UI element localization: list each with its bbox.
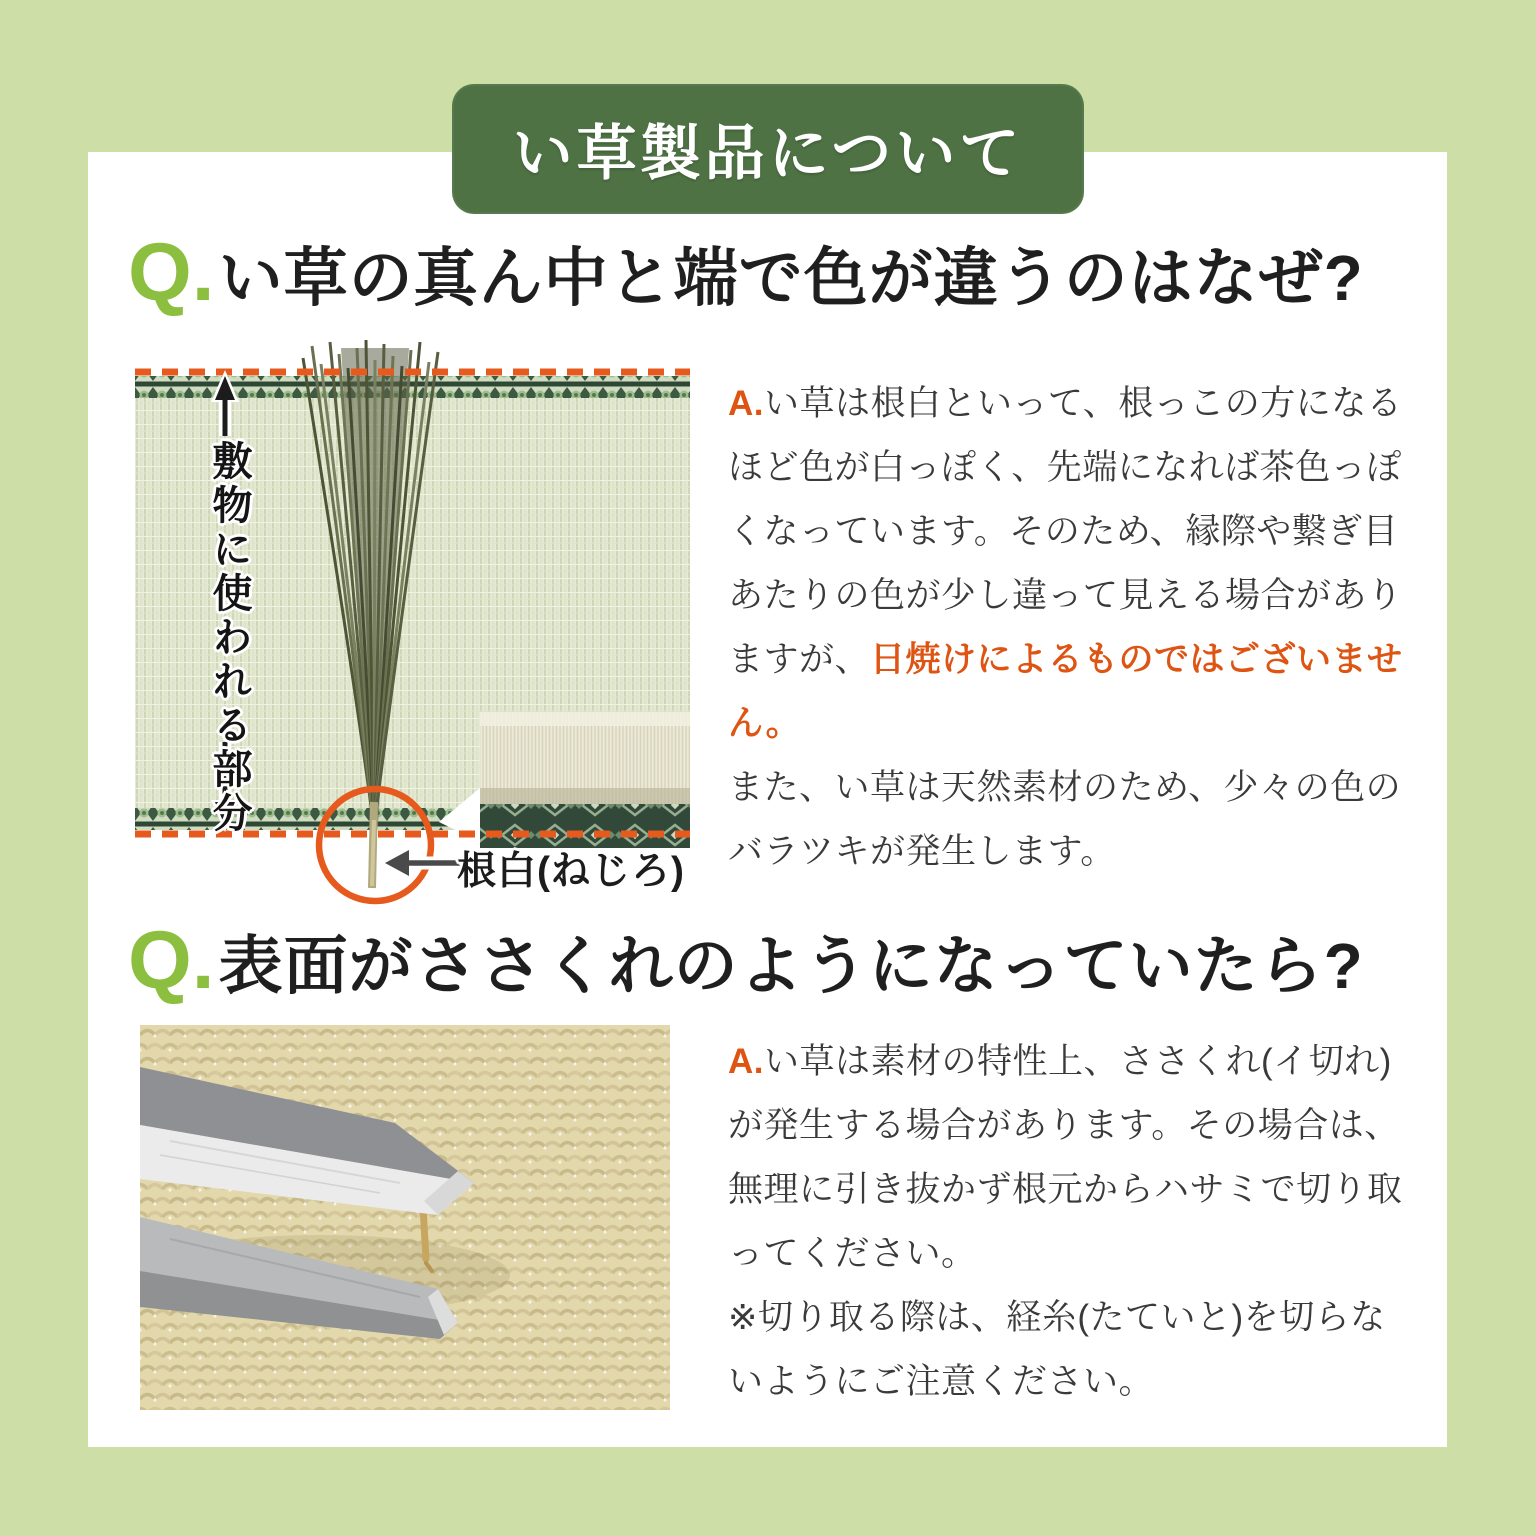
scissors-photo-art bbox=[140, 1025, 670, 1410]
question-1-q-prefix: Q. bbox=[128, 227, 215, 318]
question-1-heading bbox=[128, 227, 1364, 318]
answer-1-text bbox=[728, 372, 1406, 884]
answer-2-a-prefix: A. bbox=[728, 1042, 764, 1081]
question-2-q-prefix: Q. bbox=[128, 915, 215, 1006]
woven-mat-surface bbox=[140, 1025, 670, 1410]
question-2-heading bbox=[128, 915, 1364, 1006]
diagram-root-label: 根白(ねじろ) bbox=[457, 850, 685, 893]
answer-1-body: い草は根白といって、根っこの方になるほど色が白っぽく、先端になれば茶色っぽくなっています。そのため、縁際や繋ぎ目あたりの色が少し違って見える場合がありますが、 bbox=[728, 384, 1403, 679]
answer-2-body: い草は素材の特性上、ささくれ(イ切れ)が発生する場合があります。その場合は、無理に引き抜かず根元からハサミで切り取ってください。 bbox=[728, 1042, 1403, 1273]
answer-1-emphasis: 日焼けによるものではございません。 bbox=[728, 640, 1403, 743]
answer-2-note: ※切り取る際は、経糸(たていと)を切らないようにご注意ください。 bbox=[728, 1298, 1386, 1401]
diagram-vertical-label: 敷物に使われる部分 bbox=[207, 440, 251, 836]
section-title-banner bbox=[452, 84, 1084, 214]
question-2-text: 表面がささくれのようになっていたら? bbox=[218, 930, 1364, 1002]
question-1-text: い草の真ん中と端で色が違うのはなぜ? bbox=[218, 242, 1364, 314]
section-title: い草製品について bbox=[512, 120, 1024, 187]
answer-1-a-prefix: A. bbox=[728, 384, 764, 423]
answer-2-text bbox=[728, 1030, 1406, 1414]
igusa-diagram-image bbox=[135, 340, 690, 908]
answer-1-addendum: また、い草は天然素材のため、少々の色のバラツキが発生します。 bbox=[728, 768, 1402, 871]
scissors-photo bbox=[140, 1025, 670, 1410]
